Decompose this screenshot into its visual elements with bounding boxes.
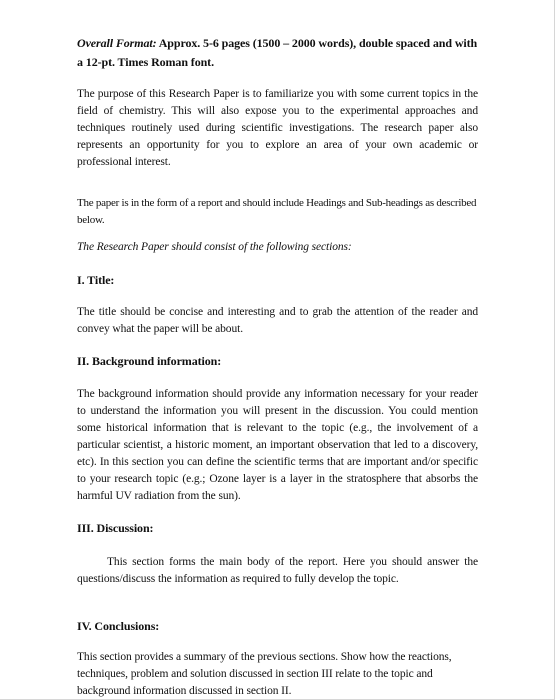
section-conclusions-heading: IV. Conclusions:	[77, 619, 160, 633]
overall-format-text: Approx. 5-6 pages (1500 – 2000 words), double spaced and with a 12-pt. Times Roman font.	[77, 36, 478, 69]
section-background-body: The background information should provide any information necessary for your reader to understand the information you will present in the discussion. You could mention some historical information that is relevant to the topic (e.g., the involvement of a particular scientist, a historic moment, an important observation that led to a discovery, etc). In this section you can define the scientific terms that are important and/or specific to your research topic (e.g.; Ozone layer is a layer in the stratosphere that absorbs the harmful UV radiation from the sun).	[77, 388, 478, 502]
section-discussion-body: This section forms the main body of the report. Here you should answer the questions/discuss the information as required to fully develop the topic.	[77, 556, 478, 585]
form-note-paragraph: The paper is in the form of a report and should include Headings and Sub-headings as described below.	[77, 197, 477, 226]
sections-intro: The Research Paper should consist of the following sections:	[77, 241, 352, 253]
document-body	[77, 34, 478, 700]
section-title-heading: I. Title:	[77, 273, 115, 287]
section-discussion-heading: III. Discussion:	[77, 521, 154, 535]
overall-format-label: Overall Format:	[77, 36, 157, 50]
overall-format-paragraph	[77, 34, 478, 72]
intro-paragraph: The purpose of this Research Paper is to familiarize you with some current topics in the field of chemistry. This will also expose you to the experimental approaches and techniques routinely used during scientific investigations. The research paper also represents an opportunity for you to explore an area of your own academic or professional interest.	[77, 88, 478, 168]
section-background-heading: II. Background information:	[77, 354, 222, 368]
section-title-body: The title should be concise and interesting and to grab the attention of the reader and convey what the paper will be about.	[77, 306, 478, 335]
section-conclusions-body: This section provides a summary of the previous sections. Show how the reactions, techniques, problem and solution discussed in section III relate to the topic and background information discussed in section II.	[77, 651, 452, 697]
